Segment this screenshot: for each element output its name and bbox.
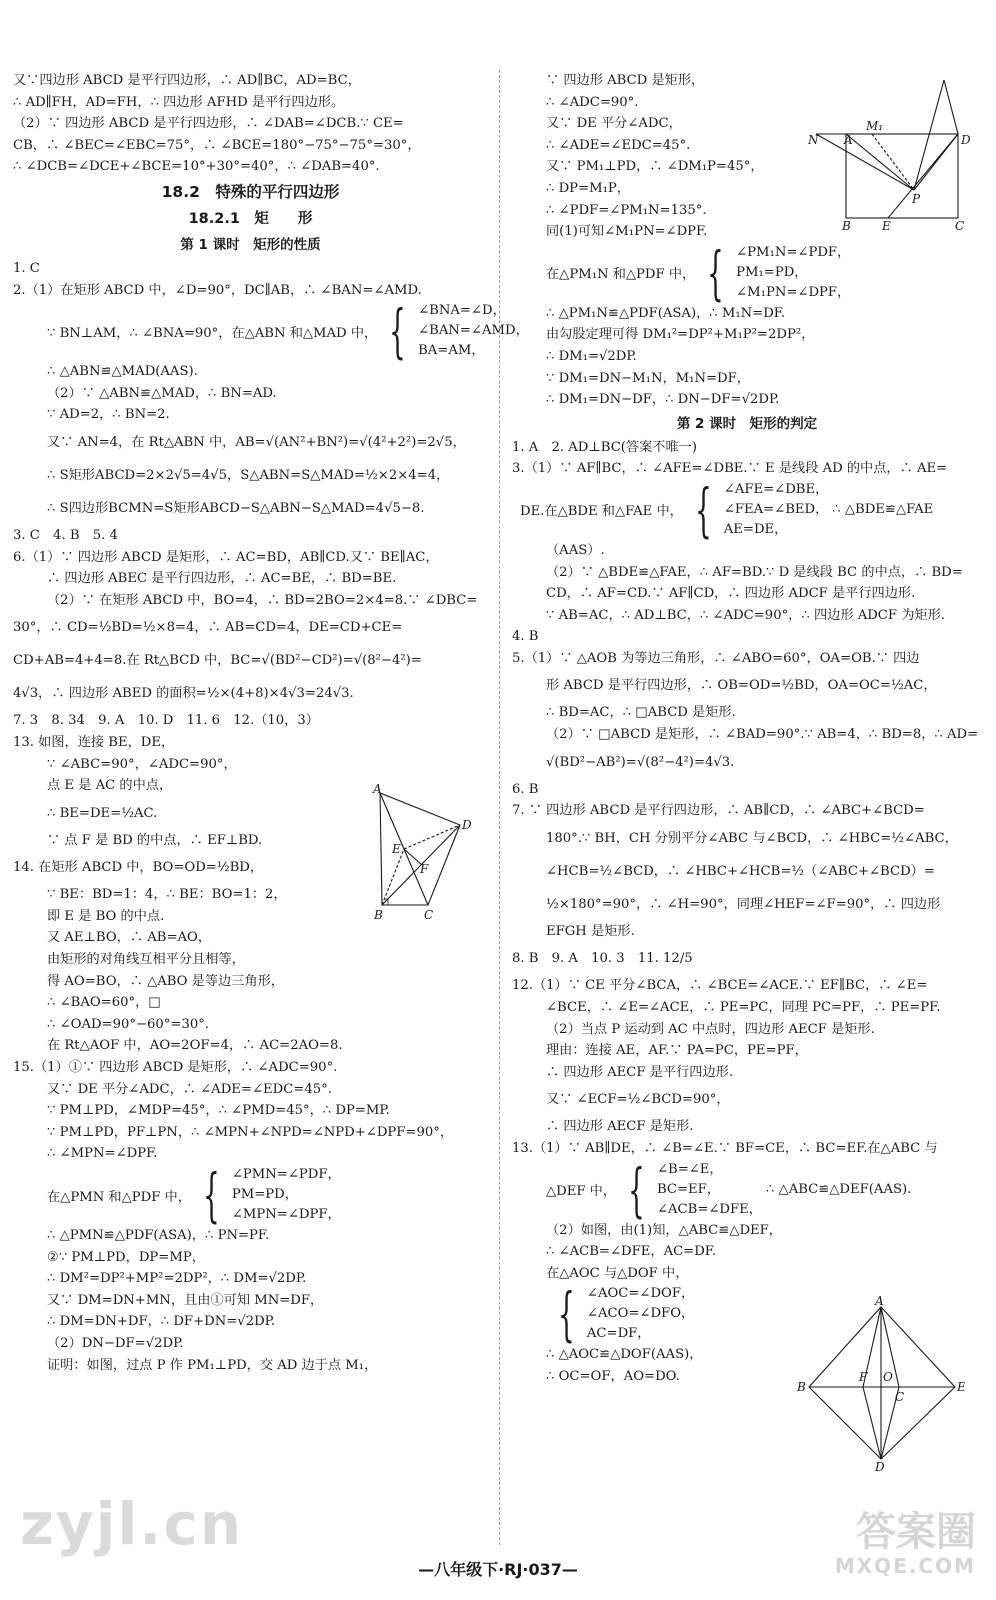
figure-label: D — [875, 1460, 885, 1473]
system-row: AC=DF， — [586, 1326, 651, 1342]
system-row: ∠AOC=∠DOF， — [586, 1286, 695, 1302]
answer-line: 1. A 2. AD⊥BC(答案不唯一) — [512, 439, 698, 455]
text-line: 在 Rt△AOF 中，AO=2OF=4，∴ AC=2AO=8. — [47, 1038, 343, 1054]
system-row: ∠B=∠E， — [656, 1161, 723, 1177]
text-line: （2）∵ △BDE≌△FAE，∴ AF=BD.∵ D 是线段 BC 的中点，∴ BD= — [546, 564, 963, 580]
equation-system — [512, 475, 982, 544]
brace-symbol: { — [389, 297, 406, 366]
text-line: ∴ ∠MPN=∠DPF. — [47, 1146, 158, 1162]
figure-label: E — [392, 842, 401, 856]
text-line: ∵ PM⊥PD，∠MDP=45°，∴ ∠PMD=45°，∴ DP=MP. — [47, 1103, 390, 1119]
equation-system — [13, 1161, 488, 1229]
text-line: CD，∴ AF=CD.∵ AF∥CD，∴ 四边形 ADCF 是平行四边形. — [546, 586, 916, 602]
system-lead: ∵ BN⊥AM，∴ ∠BNA=90°，在△ABN 和△MAD 中， — [47, 325, 378, 341]
watermark-text: 答案圈 — [856, 1509, 976, 1555]
text-line: （2）∵ △ABN≌△MAD，∴ BN=AD. — [47, 385, 277, 401]
answer-line: 7. ∵ 四边形 ABCD 是平行四边形，∴ AB∥CD，∴ ∠ABC+∠BCD= — [512, 803, 925, 819]
text-line: ∴ S四边形BCMN=S矩形ABCD−S△ABN−S△MAD=4√5−8. — [47, 500, 425, 516]
brace-symbol: { — [707, 238, 724, 307]
lesson-title: 第 1 课时 矩形的性质 — [180, 236, 321, 253]
answer-line: 13. 如图，连接 BE，DE， — [13, 734, 175, 750]
text-line: 又∵ DE 平分∠ADC， — [546, 116, 682, 132]
system-row: PM=PD， — [231, 1187, 298, 1202]
text-line: ∵ AB=AC，∴ AD⊥BC，∴ ∠ADC=90°，∴ 四边形 ADCF 为矩形. — [546, 607, 945, 623]
text-line: （AAS）. — [546, 542, 605, 558]
system-row: BC=EF， — [656, 1181, 721, 1197]
answer-line: 6. B — [512, 781, 539, 797]
brace-symbol: { — [203, 1161, 220, 1229]
system-row: ∠ACO=∠DFO， — [586, 1306, 695, 1322]
text-line: 又 AE⊥BO，∴ AB=AO， — [47, 930, 212, 946]
subsection-title: 18.2.1 矩 形 — [188, 210, 313, 227]
figure-label: C — [424, 908, 434, 922]
text-line: ∴ DM²=DP²+MP²=2DP²，∴ DM=√2DP. — [47, 1271, 307, 1287]
system-row: ∠AFE=∠DBE， — [723, 481, 829, 497]
text-line: ∵ DM₁=DN−M₁N，M₁N=DF， — [546, 370, 750, 386]
text-line: （2）如图，由(1)知，△ABC≌△DEF， — [546, 1222, 782, 1238]
system-row: AE=DE， — [723, 521, 788, 537]
text-line: 又∵ DE 平分∠ADC，∴ ∠ADE=∠EDC=45°. — [47, 1081, 332, 1097]
figure-quadrilateral — [370, 783, 480, 927]
text-line: 又∵ ∠ECF=½∠BCD=90°， — [546, 1092, 730, 1108]
text-line: ∴ ∠OAD=90°−60°=30°. — [47, 1016, 210, 1032]
text-line: ∴ ∠ACB=∠DFE，AC=DF. — [546, 1244, 717, 1260]
text-line: √(BD²−AB²)=√(8²−4²)=4√3. — [546, 754, 735, 770]
text-line: ∴ 四边形 ABEC 是平行四边形，∴ AC=BE，∴ BD=BE. — [47, 571, 397, 587]
text-line: ∵ 四边形 ABCD 是矩形， — [546, 73, 705, 88]
figure-label: F — [859, 1370, 868, 1384]
watermark-url: MXQE.COM — [834, 1554, 976, 1578]
system-rows — [657, 1160, 762, 1220]
answer-line: 3. C 4. B 5. 4 — [13, 527, 118, 543]
text-line: ∴ BD=AC，∴ □ABCD 是矩形. — [546, 705, 736, 721]
brace-symbol: { — [558, 1280, 575, 1349]
figure-rectangle — [808, 72, 980, 238]
text-line: ∵ 点 F 是 BD 的中点，∴ EF⊥BD. — [47, 832, 263, 848]
text-line: 又∵四边形 ABCD 是平行四边形，∴ AD∥BC，AD=BC， — [13, 73, 361, 88]
figure-label: E — [957, 1380, 965, 1394]
text-line: 同(1)可知∠M₁PN=∠DPF. — [546, 224, 708, 240]
figure-label: B — [797, 1380, 806, 1394]
text-line: ∴ ∠PDF=∠PM₁N=135°. — [546, 202, 707, 218]
text-line: ∴ DP=M₁P， — [546, 180, 630, 196]
text-line: （2）DN−DF=√2DP. — [47, 1335, 184, 1351]
text-line: ∴ OC=OF，AO=DO. — [546, 1368, 680, 1384]
text-line: 又∵ AN=4，在 Rt△ABN 中，AB=√(AN²+BN²)=√(4²+2²)=2√5， — [47, 434, 466, 450]
text-line: ∴ BE=DE=½AC. — [47, 805, 158, 821]
system-tail: ∴ △BDE≌△FAE — [832, 502, 934, 518]
text-line: 4√3，∴ 四边形 ABED 的面积=½×(4+8)×4√3=24√3. — [13, 686, 354, 702]
system-lead: DE.在△BDE 和△FAE 中， — [520, 504, 683, 520]
answer-line: 1. C — [13, 260, 40, 276]
text-line: （2）∵ □ABCD 是矩形，∴ ∠BAD=90°.∵ AB=4，∴ BD=8，∴ AD= — [546, 727, 979, 743]
system-row: ∠PM₁N=∠PDF， — [736, 244, 851, 260]
text-line: （2）当点 P 运动到 AC 中点时，四边形 AECF 是矩形. — [546, 1021, 875, 1037]
equation-system — [512, 238, 982, 307]
text-line: CB，∴ ∠BEC=∠EBC=75°，∴ ∠BCE=180°−75°−75°=30°， — [13, 137, 421, 153]
lesson-title: 第 2 课时 矩形的判定 — [676, 415, 818, 432]
text-line: 180°.∵ BH，CH 分别平分∠ABC 与∠BCD，∴ ∠HBC=½∠ABC， — [546, 830, 958, 846]
text-line: ∴ △PMN≌△PDF(ASA)，∴ PN=PF. — [47, 1228, 270, 1243]
answer-line: 2.（1）在矩形 ABCD 中，∠D=90°，DC∥AB，∴ ∠BAN=∠AMD. — [13, 282, 422, 298]
figure-label: A — [373, 783, 382, 796]
system-row: ∠FEA=∠BED， — [723, 501, 829, 517]
text-line: ∵ PM⊥PD，PF⊥PN，∴ ∠MPN+∠NPD=∠NPD+∠DPF=90°， — [47, 1124, 454, 1140]
system-row: ∠BAN=∠AMD， — [418, 323, 529, 339]
equation-system — [13, 297, 529, 366]
figure-label: B — [842, 219, 851, 233]
text-line: （2）∵ 在矩形 ABCD 中，BO=4，∴ BD=2BO=2×4=8.∵ ∠DBC= — [47, 592, 478, 608]
figure-label: D — [462, 818, 472, 832]
figure-label: O — [883, 1370, 893, 1384]
system-rows — [232, 1165, 341, 1225]
text-line: ∴ 四边形 AECF 是矩形. — [546, 1119, 694, 1135]
text-line: 点 E 是 AC 的中点， — [47, 778, 173, 794]
text-line: ∴ △AOC≌△DOF(AAS)， — [546, 1347, 703, 1363]
text-line: 证明：如图，过点 P 作 PM₁⊥PD，交 AD 边于点 M₁， — [47, 1357, 378, 1373]
system-lead: △DEF 中， — [546, 1184, 617, 1200]
text-line: （2）∵ 四边形 ABCD 是平行四边形，∴ ∠DAB=∠DCB.∵ CE= — [13, 116, 404, 132]
text-line: ②∵ PM⊥PD，DP=MP， — [47, 1249, 205, 1265]
system-lead: 在△PMN 和△PDF 中， — [47, 1189, 191, 1205]
equation-system — [512, 1155, 982, 1224]
text-line: ∴ DM₁=√2DP. — [546, 348, 637, 364]
system-row: ∠MPN=∠DPF， — [231, 1207, 341, 1222]
text-line: 得 AO=BO，∴ △ABO 是等边三角形， — [47, 973, 284, 989]
system-tail: ∴ △ABC≌△DEF(AAS). — [765, 1182, 912, 1198]
answer-line: 7. 3 8. 34 9. A 10. D 11. 6 12.（10，3） — [13, 713, 319, 729]
answer-line: 12.（1）∵ CE 平分∠BCA，∴ ∠BCE=∠ACE.∵ EF∥BC，∴ ∠E= — [512, 978, 928, 994]
system-row: PM₁=PD， — [736, 264, 808, 280]
figure-label: C — [895, 1390, 905, 1404]
brace-symbol: { — [628, 1155, 645, 1224]
text-line: CD+AB=4+4=8.在 Rt△BCD 中，BC=√(BD²−CD²)=√(8²−4²)= — [13, 653, 422, 669]
answer-line: 8. B 9. A 10. 3 11. 12/5 — [512, 951, 693, 967]
text-line: 又∵ PM₁⊥PD，∴ ∠DM₁P=45°， — [546, 159, 764, 175]
system-lead: 在△PM₁N 和△PDF 中， — [546, 267, 696, 283]
system-row: ∠PMN=∠PDF， — [231, 1167, 341, 1182]
text-line: ∴ 四边形 AECF 是平行四边形. — [546, 1064, 734, 1080]
figure-label: M₁ — [866, 119, 884, 133]
column-divider — [499, 70, 500, 1545]
system-row: ∠ACB=∠DFE， — [656, 1201, 762, 1217]
text-line: ∴ ∠DCB=∠DCE+∠BCE=10°+30°=40°，∴ ∠DAB=40°. — [13, 159, 380, 175]
text-line: ∵ BE：BD=1：4，∴ BE：BO=1：2， — [47, 887, 287, 903]
system-rows — [587, 1284, 694, 1344]
text-line: ∴ △PM₁N≌△PDF(ASA)，∴ M₁N=DF. — [546, 305, 786, 321]
system-row: ∠BNA=∠D， — [418, 303, 506, 319]
answer-line: 15.（1）①∵ 四边形 ABCD 是矩形，∴ ∠ADC=90°. — [13, 1060, 338, 1076]
section-title: 18.2 特殊的平行四边形 — [161, 182, 340, 201]
figure-label: A — [875, 1295, 884, 1308]
text-line: ∴ AD∥FH，AD=FH，∴ 四边形 AFHD 是平行四边形。 — [13, 94, 345, 110]
text-line: ∴ ∠ADE=∠EDC=45°. — [546, 137, 691, 153]
system-rows — [724, 480, 829, 540]
system-rows — [736, 243, 850, 303]
watermark-logo: zyjl.cn — [20, 1490, 244, 1558]
figure-label: D — [961, 133, 971, 147]
answer-line: 13.（1）∵ AB∥DE，∴ ∠B=∠E.∵ BF=CE，∴ BC=EF.在△ABC 与 — [512, 1141, 938, 1156]
text-line: EFGH 是矩形. — [546, 923, 635, 939]
system-row: BA=AM， — [418, 343, 485, 359]
text-line: 由矩形的对角线互相平分且相等， — [47, 952, 245, 968]
figure-label: F — [420, 862, 429, 876]
text-line: ∠HCB=½∠BCD，∴ ∠HBC+∠HCB=½（∠ABC+∠BCD）= — [546, 863, 935, 879]
text-line: 理由：连接 AE，AF.∵ PA=PC，PE=PF， — [546, 1043, 808, 1059]
figure-label: B — [374, 908, 383, 922]
text-line: ∠BCE，∴ ∠E=∠ACE，∴ PE=PC，同理 PC=PF，∴ PE=PF. — [546, 1000, 941, 1016]
text-line: ∴ △ABN≌△MAD(AAS). — [47, 364, 198, 380]
text-line: ∵ AD=2，∴ BN=2. — [47, 407, 170, 423]
answer-line: 3.（1）∵ AF∥BC，∴ ∠AFE=∠DBE.∵ E 是线段 AD 的中点，∴ AE= — [512, 461, 948, 477]
figure-label: P — [912, 192, 921, 206]
figure-label: N — [808, 133, 819, 147]
text-line: ∴ S矩形ABCD=2×2√5=4√5，S△ABN=S△MAD=½×2×4=4， — [47, 467, 450, 483]
text-line: 即 E 是 BO 的中点. — [47, 908, 165, 924]
figure-label: C — [955, 219, 965, 233]
right-column — [512, 70, 982, 1388]
text-line: ∴ ∠BAO=60°，□ — [47, 995, 161, 1011]
text-line: ∴ DM=DN+DF，∴ DF+DN=√2DP. — [47, 1314, 276, 1330]
text-line: ∴ ∠ADC=90°. — [546, 94, 639, 110]
answer-line: 4. B — [512, 629, 539, 645]
text-line: 又∵ DM=DN+MN，且由①可知 MN=DF， — [47, 1292, 324, 1308]
text-line: 由勾股定理可得 DM₁²=DP²+M₁P²=2DP²， — [546, 327, 815, 343]
answer-line: 6.（1）∵ 四边形 ABCD 是矩形，∴ AC=BD，AB∥CD.又∵ BE∥AC， — [13, 549, 439, 565]
brace-symbol: { — [695, 475, 712, 544]
page-footer: —八年级下·RJ·037— — [418, 1560, 578, 1579]
figure-label: E — [882, 219, 891, 233]
text-line: 在△AOC 与△DOF 中， — [546, 1265, 689, 1281]
figure-label: A — [844, 133, 853, 147]
text-line: ∵ ∠ABC=90°，∠ADC=90°， — [47, 756, 237, 772]
text-line: 30°，∴ CD=½BD=½×8=4，∴ AB=CD=4，DE=CD+CE= — [13, 620, 403, 636]
text-line: ∴ DM₁=DN−DF，∴ DN−DF=√2DP. — [546, 392, 780, 408]
answer-line: 14. 在矩形 ABCD 中，BO=OD=½BD， — [13, 860, 264, 876]
answer-line: 5.（1）∵ △AOB 为等边三角形，∴ ∠ABO=60°，OA=OB.∵ 四边 — [512, 650, 920, 666]
text-line: 形 ABCD 是平行四边形，∴ OB=OD=½BD，OA=OC=½AC， — [546, 678, 937, 694]
text-line: ½×180°=90°，∴ ∠H=90°，同理∠HEF=∠F=90°，∴ 四边形 — [546, 896, 941, 912]
figure-rhombus — [795, 1295, 965, 1477]
system-row: ∠M₁PN=∠DPF， — [736, 284, 851, 300]
